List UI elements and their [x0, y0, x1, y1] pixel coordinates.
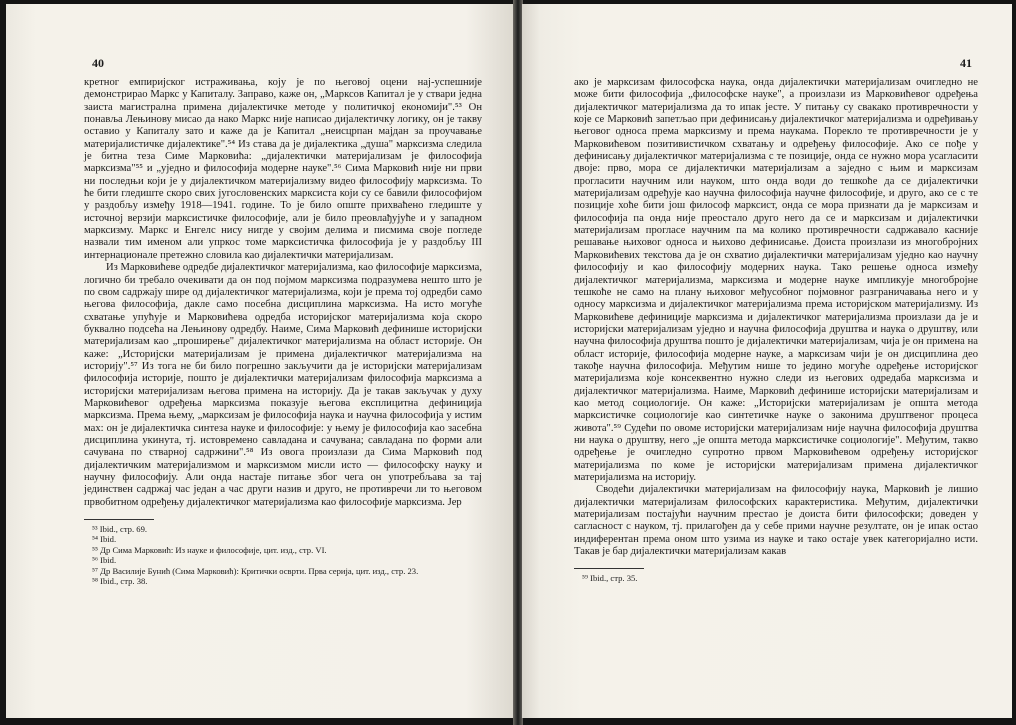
paragraph: Из Марковићеве одредбе дијалектичког материјализма, као философије марксизма, логично би требало очекивати да он под појмом марксизма подразумева нешто што је по свом садржају шире од дијалектичког материјализма, који је према тој одредби само његова философија, дакле само посебна дисциплина марксизма. На исто могуће схватање упућује и Марковићева одредба историјског материјализма која скоро буквално подсећа на Лењинову одредбу. Наиме, Сима Марковић дефинише историјски материјализам као „проширење" дијалектичког материјализма на област историје. Он каже: „Историјски материјализам је примена дијалектичког материјализма на историју".⁵⁷ Из тога не би било погрешно закључити да је историјски материјализам философија историје, пошто је дијалектички материјализам философија марксизма а историјски материјализам његова примена на историју. Да је такав закључак у духу Марковићевог одређења марксизма показује његова експлицитна дефиниција марксизма. Према њему, „марксизам је философија наука и научна философија у истим мах: он је дијалектичка синтеза науке и философије: у њему је философија као засебна дисциплина укинута, тј. истовремено савладана и сачувана; савладана по форми али сачувана по стварној садржини".⁵⁸ Из овога произлази да Сима Марковић под дијалектичким материјализмом и марксизмом мисли исто — философску науку и научну философију. Али онда настаје питање због чега он употребљава за тај јединствен садржај час један а час други назив и друго, не противречи ли то његовом првобитном одређењу дијалектичког материјализма као философије марксизма. Јер	[84, 262, 482, 508]
right-page	[522, 4, 1012, 718]
footnotes	[574, 573, 978, 583]
footnote-divider	[574, 568, 644, 569]
footnotes	[84, 524, 482, 586]
page-number: 40	[92, 56, 104, 70]
paragraph: ако је марксизам философска наука, онда дијалектички материјализам очигледно не може бити философија „философске науке", а произлази из Марковићевог одређења дијалектичког материјализма да то ипак јесте. У питању су свакако противречности у које се Марковић запетљао при дефинисању дијалектичког материјализма и одређивању његовог односа према марксизму и према наукама. Порекло те противречности је у Марковићевом позитивистичком схватању и одређењу философије. Ако се пође у дефинисању дијалектичког материјализма с те позиције, онда се нужно мора усагласити двоје: прво, мора се дијалектички материјализам а заједно с њим и марксизам прогласити научним или науком, што онда води до тешкоће да се дијалектички материјализам одређује као научна философија научне философије, и друго, ако се с те позиције хоће бити још философ марксист, онда се мора признати да је марксизам и философија па онда није преостало друго него да се и марксизам и дијалектички материјализам прогласе научним па ма колико противречности садржавало касније решавање њиховог односа и њихово дефинисање. Доиста произлази из многобројних Марковићевих текстова да је он схватио дијалектички материјализам уједно као научну философију и као философију модерних наука. Тако решење односа између дијалектичког материјализма, марксизма и модерне науке импликује многобројне тешкоће не само на плану њиховог међусобног појмовног разграничавања него и у односу марксизма и дијалектичког материјализма према историјском материјализму. Из Марковићеве дефиниције марксизма и дијалектичког материјализма произлази да је и историјски материјализам уједно и научна философија друштва и наука о друштву, или научна философија друштва пошто је дијалектички материјализам, чија је он примена на област историје, философија модерне науке, а марксизам чији је он дисциплина део такође научна философија. Међутим нише то једино могуће одређење историјског материјализма које консеквентно нужно следи из његових одредаба марксизма и дијалектичког материјализма. Наиме, Марковић дефинише историјски материјализам и као метод социологије. Он каже: „Историјски материјализам је општа метода марксистичке социологије као синтетичке науке о законима друштвеног процеса живота".⁵⁹ Судећи по овоме историјски материјализам није научна философија друштва ни наука о друштву, него „је општа метода марксистичке социологије". Међутим, такво одређење је очигледно супротно првом Марковићевом одређењу историјског материјализма по коме је историјски материјализам примена дијалектичког материјализма на историју.	[574, 77, 978, 483]
body-text	[84, 77, 482, 509]
footnote: ⁵⁵ Др Сима Марковић: Из науке и философије, цит. изд., стр. VI.	[92, 544, 327, 555]
footnote: ⁵⁴ Ibid.	[92, 534, 117, 545]
left-page	[6, 4, 514, 718]
page-number: 41	[960, 56, 972, 70]
footnote-divider	[84, 519, 154, 520]
paragraph: кретног емпиријског истраживања, коју је по његовој оцени нај-успешније демонстрирао Маркс у Капиталу. Заправо, каже он, „Марксов Капитал је у ствари једна заиста магистрална примена дијалектичке методе у политичкој економији".⁵³ Он понавља Лењинову мисао да нако Маркс није написао дијалектичку логику, он је такву оставио у Капиталу зато и каже да је Капитал „неисцрпан мајдан за проучавање материјалистичке дијалектике".⁵⁴ Из става да је дијалектика „душа" марксизма следила је битна теза Симе Марковића: „дијалектички материјализам је философија марксизма"⁵⁵ и „уједно и философија модерне науке".⁵⁶ Сима Марковић није ни први ни последњи који је у дијалектичком материјализму видео философију марксизма. То ће бити гледиште скоро свих југословенских марксиста који су се бавили философијом у раздобљу између 1918—1941. године. То је било опште прихваћено гледиште у источној верзији марксистичке философије, али је било преовлађујуће и у западном марксизму. Маркс и Енгелс нису нигде у својим делима и писмима своје погледе назвали тим именом али упркос томе марксистичка философија је у раздобљу III интернационале претежно словила као дијалектички материјализам.	[84, 77, 482, 261]
footnote: ⁵⁸ Ibid., стр. 38.	[92, 576, 148, 587]
footnote: ⁵³ Ibid., стр. 69.	[92, 524, 148, 535]
body-text	[574, 77, 978, 558]
footnote: ⁵⁶ Ibid.	[92, 555, 117, 566]
footnote: ⁵⁹ Ibid., стр. 35.	[582, 573, 638, 584]
footnote: ⁵⁷ Др Василије Бунић (Сима Марковић): Критички осврти. Прва серија, цит. изд., стр. 23.	[92, 565, 419, 576]
paragraph: Сводећи дијалектички материјализам на философију наука, Марковић је лишио дијалектички материјализам философских карактеристика. Међутим, дијалектички материјализам постајући научним престао је доиста бити философски; доведен у сагласност с науком, тј. прилагођен да у себе прими научне резултате, он је ипак остао индиферентан према оном што узима из науке и тако остаје увек категоријално исти. Такав је бар дијалектички материјализам какав	[574, 484, 978, 558]
